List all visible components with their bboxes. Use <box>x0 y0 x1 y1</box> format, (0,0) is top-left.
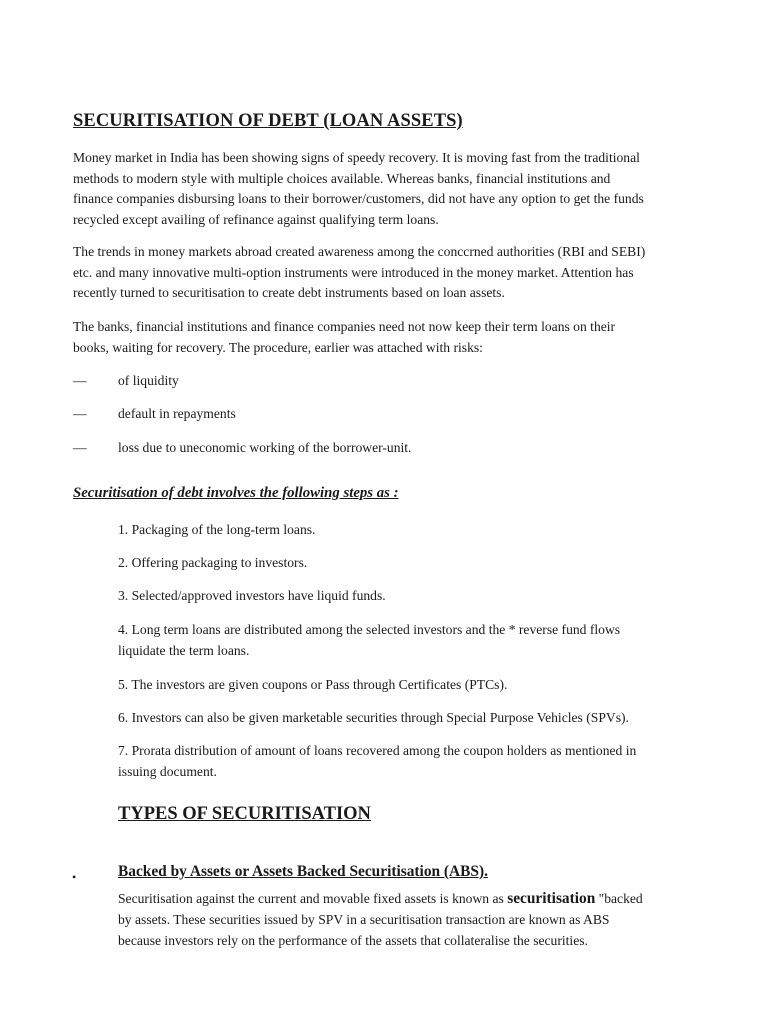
abs-line-1 <box>118 888 643 909</box>
document-title: SECURITISATION OF DEBT (LOAN ASSETS) <box>73 111 463 131</box>
abs-text: "backed <box>595 891 643 906</box>
abs-line-2: by assets. These securities issued by SPV in a securitisation transaction are known as ABS <box>118 912 610 927</box>
step-line: liquidate the term loans. <box>118 642 250 658</box>
intro-paragraph-1 <box>73 148 713 230</box>
paragraph-line: etc. and many innovative multi-option instruments were introduced in the money market. Attention has <box>73 264 634 280</box>
step-line: issuing document. <box>118 763 217 779</box>
paragraph-line: recently turned to securitisation to create debt instruments based on loan assets. <box>73 285 505 300</box>
paragraph-line: finance companies disbursing loans to their borrower/customers, did not have any option to get the funds <box>73 191 644 206</box>
abs-heading: Backed by Assets or Assets Backed Securitisation (ABS). <box>118 863 488 880</box>
paragraph-line: Money market in India has been showing signs of speedy recovery. It is moving fast from the traditional <box>73 150 640 165</box>
step-item <box>118 620 620 661</box>
risk-text: of liquidity <box>118 373 179 388</box>
step-item <box>118 708 629 729</box>
steps-heading: Securitisation of debt involves the following steps as : <box>73 485 399 501</box>
paragraph-line: The trends in money markets abroad created awareness among the conccrned authorities (RBI and SEBI) <box>73 244 646 259</box>
step-item <box>118 520 315 541</box>
step-line: 1. Packaging of the long-term loans. <box>118 522 316 537</box>
dash-marker: — <box>73 373 87 388</box>
step-line: 2. Offering packaging to investors. <box>118 555 308 570</box>
risk-text: loss due to uneconomic working of the borrower-unit. <box>118 440 412 455</box>
dash-marker: — <box>73 440 87 455</box>
step-item <box>118 553 307 574</box>
paragraph-line: books, waiting for recovery. The procedure, earlier was attached with risks: <box>73 339 483 355</box>
step-line: 4. Long term loans are distributed among the selected investors and the * reverse fund flows <box>118 622 621 637</box>
step-line: 5. The investors are given coupons or Pass through Certificates (PTCs). <box>118 677 508 692</box>
dash-marker: — <box>73 406 87 421</box>
abs-paragraph <box>118 888 643 951</box>
abs-line-3: because investors rely on the performance of the assets that collateralise the securities. <box>118 933 588 948</box>
step-item <box>118 586 386 607</box>
step-line: 3. Selected/approved investors have liquid funds. <box>118 588 386 603</box>
step-line: 7. Prorata distribution of amount of loans recovered among the coupon holders as mentioned in <box>118 743 637 758</box>
step-line: 6. Investors can also be given marketable securities through Special Purpose Vehicles (SPVs). <box>118 710 629 725</box>
abs-emphasis: securitisation <box>507 890 596 907</box>
types-heading: TYPES OF SECURITISATION <box>118 804 371 824</box>
bullet-marker: • <box>72 870 77 884</box>
intro-paragraph-2 <box>73 242 713 304</box>
abs-text: Securitisation against the current and movable fixed assets is known as <box>118 891 508 906</box>
step-item <box>118 675 507 696</box>
paragraph-line: The banks, financial institutions and finance companies need not now keep their term loans on their <box>73 319 616 334</box>
paragraph-line: methods to modern style with multiple choices available. Whereas banks, financial institutions and <box>73 170 611 186</box>
intro-paragraph-3 <box>73 317 713 358</box>
paragraph-line: recycled except availing of refinance against qualifying term loans. <box>73 211 439 227</box>
step-item <box>118 741 636 782</box>
risk-text: default in repayments <box>118 406 236 421</box>
